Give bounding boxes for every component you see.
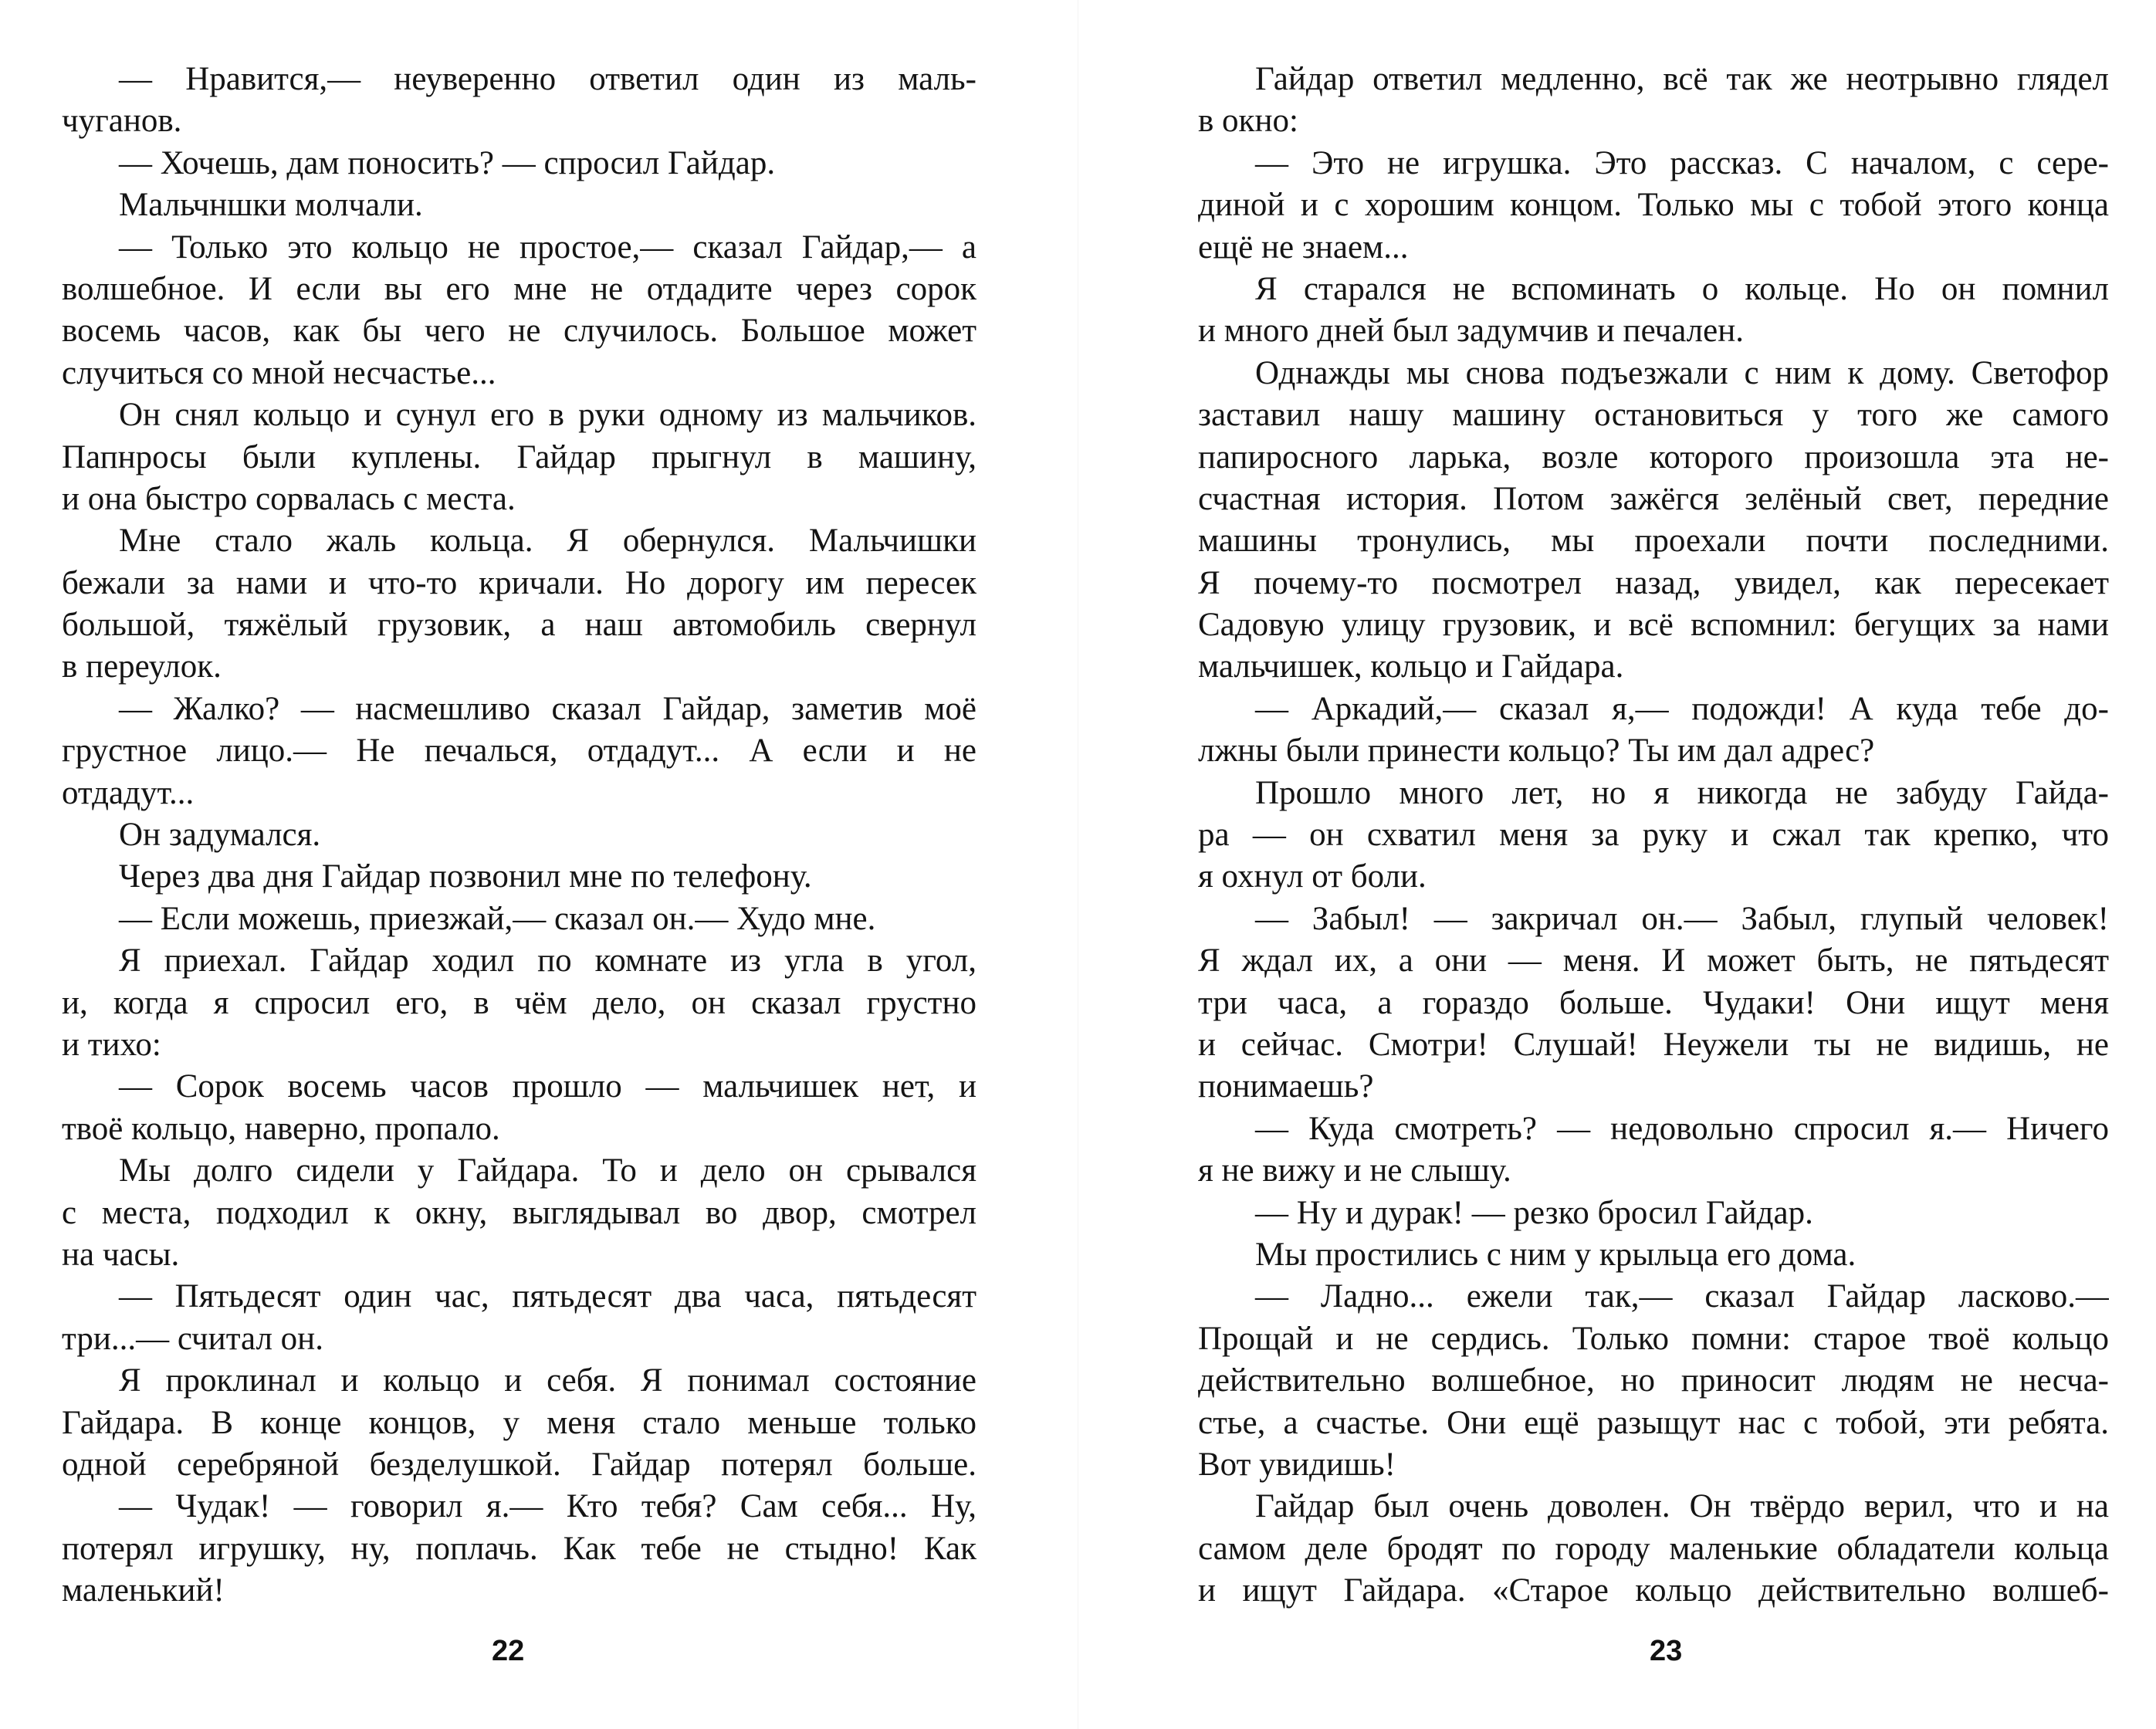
text-line: — Забыл! — закричал он.— Забыл, глупый человек! [1255, 900, 2109, 937]
text-line: и ищут Гайдара. «Старое кольцо действительно волшеб- [1198, 1572, 2109, 1609]
text-line: — Куда смотреть? — недовольно спросил я.— Ничего [1255, 1110, 2109, 1147]
text-line: я не вижу и не слышу. [1198, 1152, 1511, 1189]
text-line: Гайдара. В конце концов, у меня стало меньше только [62, 1404, 976, 1441]
text-line: и, когда я спросил его, в чём дело, он сказал грустно [62, 984, 976, 1021]
text-line: три часа, а гораздо больше. Чудаки! Они ищут меня [1198, 984, 2109, 1021]
text-line: Он задумался. [119, 817, 321, 854]
left-page-number: 22 [492, 1635, 525, 1667]
text-line: Прошло много лет, но я никогда не забуду Гайда- [1255, 774, 2109, 811]
text-line: бежали за нами и что-то кричали. Но дорогу им пересек [62, 564, 976, 601]
text-line: потерял игрушку, ну, поплачь. Как тебе не стыдно! Как [62, 1530, 976, 1567]
text-line: — Аркадий,— сказал я,— подожди! А куда тебе до- [1255, 690, 2109, 727]
text-line: понимаешь? [1198, 1068, 1374, 1105]
text-line: диной и с хорошим концом. Только мы с тобой этого конца [1198, 187, 2109, 224]
text-line: Гайдар был очень доволен. Он твёрдо верил, что и на [1255, 1488, 2109, 1525]
text-line: — Сорок восемь часов прошло — мальчишек нет, и [119, 1068, 976, 1105]
text-line: три...— считал он. [62, 1320, 323, 1357]
text-line: — Нравится,— неуверенно ответил один из маль- [119, 61, 976, 97]
text-line: мальчишек, кольцо и Гайдара. [1198, 648, 1624, 685]
text-line: ещё не знаем... [1198, 228, 1409, 266]
text-line: — Это не игрушка. Это рассказ. С началом, с сере- [1255, 144, 2109, 181]
text-line: случиться со мной несчастье... [62, 354, 496, 391]
text-line: действительно волшебное, но приносит людям не несча- [1198, 1362, 2109, 1399]
text-line: в переулок. [62, 648, 222, 685]
text-line: Я приехал. Гайдар ходил по комнате из угла в угол, [119, 942, 976, 980]
text-line: счастная история. Потом зажёгся зелёный свет, передние [1198, 480, 2109, 517]
text-line: и много дней был задумчив и печален. [1198, 313, 1744, 350]
text-line: чуганов. [62, 103, 182, 140]
text-line: самом деле бродят по городу маленькие обладатели кольца [1198, 1530, 2109, 1567]
text-line: Я старался не вспоминать о кольце. Но он помнил [1255, 270, 2109, 307]
text-line: Мы долго сидели у Гайдара. То и дело он срывался [119, 1152, 976, 1189]
text-line: грустное лицо.— Не печалься, отдадут... А если и не [62, 733, 976, 770]
text-line: и она быстро сорвалась с места. [62, 480, 516, 517]
text-line: и тихо: [62, 1026, 161, 1063]
text-line: — Если можешь, приезжай,— сказал он.— Худо мне. [119, 900, 876, 937]
text-line: — Ладно... ежели так,— сказал Гайдар ласково.— [1255, 1278, 2109, 1315]
text-line: Прощай и не сердись. Только помни: старое твоё кольцо [1198, 1320, 2109, 1357]
text-line: лжны были принести кольцо? Ты им дал адрес? [1198, 733, 1875, 770]
text-line: восемь часов, как бы чего не случилось. Большое может [62, 313, 976, 350]
text-line: волшебное. И если вы его мне не отдадите через сорок [62, 270, 976, 307]
text-line: — Только это кольцо не простое,— сказал Гайдар,— а [119, 228, 976, 266]
text-line: отдадут... [62, 774, 195, 811]
text-line: на часы. [62, 1236, 180, 1273]
text-line: — Чудак! — говорил я.— Кто тебя? Сам себя... Ну, [119, 1488, 976, 1525]
text-line: Он снял кольцо и сунул его в руки одному из мальчиков. [119, 397, 976, 434]
text-line: большой, тяжёлый грузовик, а наш автомобиль свернул [62, 607, 976, 644]
text-line: Однажды мы снова подъезжали с ним к дому. Светофор [1255, 354, 2109, 391]
text-line: Мы простились с ним у крыльца его дома. [1255, 1236, 1856, 1273]
text-line: — Ну и дурак! — резко бросил Гайдар. [1255, 1194, 1813, 1231]
text-line: заставил нашу машину остановиться у того же самого [1198, 397, 2109, 434]
text-line: Папнросы были куплены. Гайдар прыгнул в машину, [62, 438, 976, 475]
text-line: — Пятьдесят один час, пятьдесят два часа, пятьдесят [119, 1278, 976, 1315]
text-line: Вот увидишь! [1198, 1446, 1396, 1483]
right-page-number: 23 [1650, 1635, 1683, 1667]
text-line: Через два дня Гайдар позвонил мне по телефону. [119, 858, 812, 895]
text-line: папиросного ларька, возле которого произошла эта не- [1198, 438, 2109, 475]
text-line: в окно: [1198, 103, 1298, 140]
text-line: Садовую улицу грузовик, и всё вспомнил: бегущих за нами [1198, 607, 2109, 644]
text-line: — Хочешь, дам поносить? — спросил Гайдар. [119, 144, 776, 181]
text-line: Гайдар ответил медленно, всё так же неотрывно глядел [1255, 61, 2109, 97]
text-line: я охнул от боли. [1198, 858, 1427, 895]
text-line: — Жалко? — насмешливо сказал Гайдар, заметив моё [119, 690, 976, 727]
text-line: Я ждал их, а они — меня. И может быть, не пятьдесят [1198, 942, 2109, 980]
text-line: одной серебряной безделушкой. Гайдар потерял больше. [62, 1446, 976, 1483]
text-line: твоё кольцо, наверно, пропало. [62, 1110, 500, 1147]
text-line: маленький! [62, 1572, 225, 1609]
text-line: Я проклинал и кольцо и себя. Я понимал состояние [119, 1362, 976, 1399]
right-page-text [1198, 59, 2109, 1612]
left-page-text [62, 59, 976, 1612]
text-line: машины тронулись, мы проехали почти последними. [1198, 523, 2109, 560]
text-line: стье, а счастье. Они ещё разыщут нас с тобой, эти ребята. [1198, 1404, 2109, 1441]
text-line: ра — он схватил меня за руку и сжал так крепко, что [1198, 817, 2109, 854]
text-line: с места, подходил к окну, выглядывал во двор, смотрел [62, 1194, 976, 1231]
text-line: Мальчншки молчали. [119, 187, 423, 224]
text-line: и сейчас. Смотри! Слушай! Неужели ты не видишь, не [1198, 1026, 2109, 1063]
right-page [1078, 0, 2156, 1729]
text-line: Мне стало жаль кольца. Я обернулся. Мальчишки [119, 523, 976, 560]
text-line: Я почему-то посмотрел назад, увидел, как пересекает [1198, 564, 2109, 601]
